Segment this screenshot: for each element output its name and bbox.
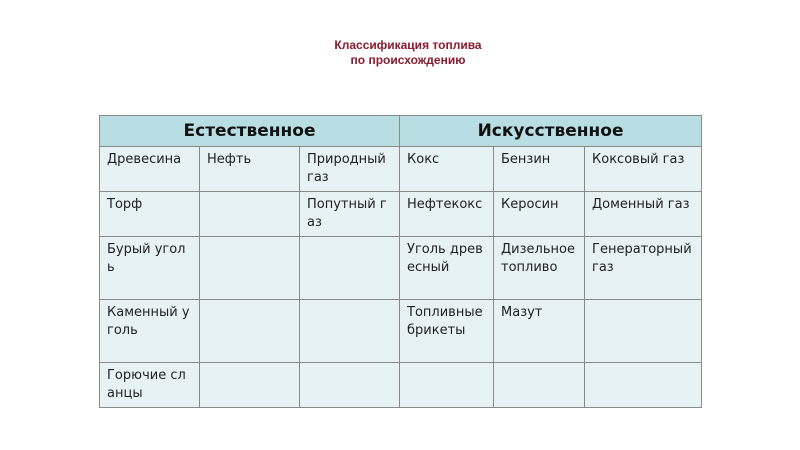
table-cell: Коксовый газ: [585, 147, 702, 192]
table-cell: Природный газ: [300, 147, 400, 192]
table-row: [100, 237, 702, 300]
table-header-row: [100, 116, 702, 147]
table-cell: Древесина: [100, 147, 200, 192]
table-cell: Попутный газ: [300, 192, 400, 237]
table-cell: [585, 300, 702, 363]
table-cell: Доменный газ: [585, 192, 702, 237]
table-cell: [400, 363, 494, 408]
table-cell: Топливные брикеты: [400, 300, 494, 363]
table-cell: Торф: [100, 192, 200, 237]
table-cell: [300, 237, 400, 300]
title-line-2: по происхождению: [350, 53, 466, 67]
title-line-1: Классификация топлива: [334, 38, 482, 52]
table-row: [100, 300, 702, 363]
table-cell: Кокс: [400, 147, 494, 192]
table-cell: Нефть: [200, 147, 300, 192]
table-cell: Керосин: [494, 192, 585, 237]
table-cell: [200, 363, 300, 408]
table-row: [100, 192, 702, 237]
fuel-classification-table: [99, 115, 702, 408]
header-artificial: Искусственное: [400, 116, 702, 147]
header-natural: Естественное: [100, 116, 400, 147]
table-cell: [300, 300, 400, 363]
table-row: [100, 147, 702, 192]
table-cell: Каменный уголь: [100, 300, 200, 363]
table-cell: [200, 192, 300, 237]
table-row: [100, 363, 702, 408]
table-cell: Мазут: [494, 300, 585, 363]
table-cell: Горючие сланцы: [100, 363, 200, 408]
table-cell: [300, 363, 400, 408]
table-cell: Нефтекокс: [400, 192, 494, 237]
table-cell: Бензин: [494, 147, 585, 192]
table-cell: Уголь древесный: [400, 237, 494, 300]
table-cell: [585, 363, 702, 408]
table-cell: [200, 300, 300, 363]
table-cell: Бурый уголь: [100, 237, 200, 300]
table-cell: [200, 237, 300, 300]
slide-title: [0, 38, 800, 68]
table-cell: [494, 363, 585, 408]
table-cell: Генераторный газ: [585, 237, 702, 300]
table-cell: Дизельное топливо: [494, 237, 585, 300]
